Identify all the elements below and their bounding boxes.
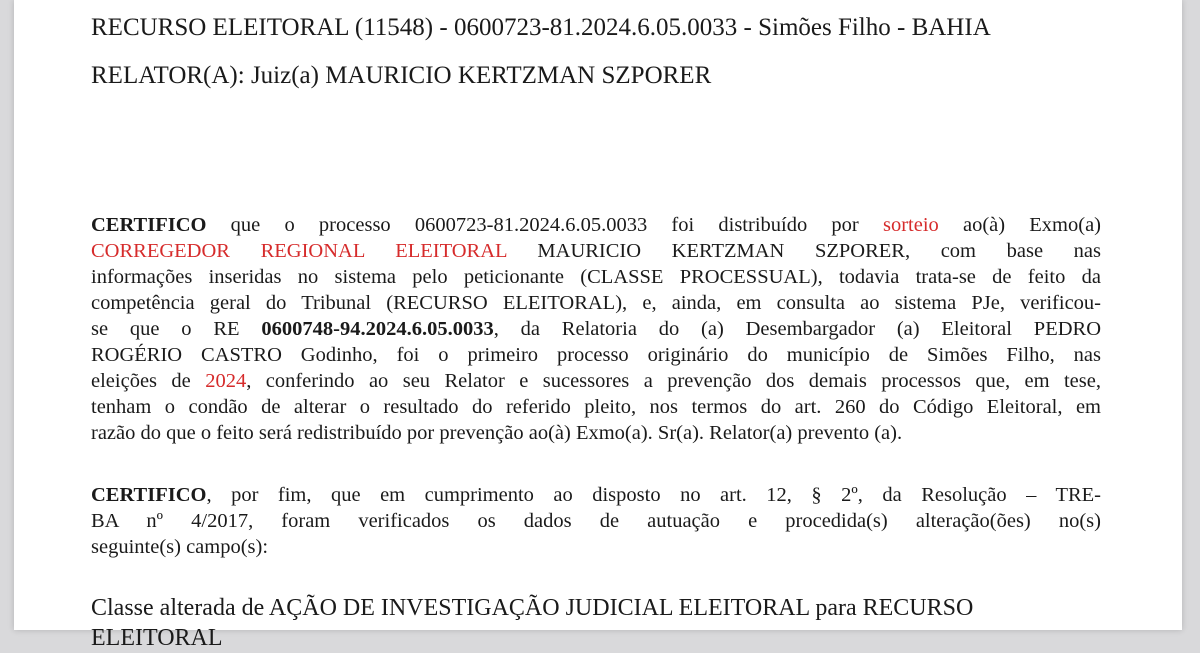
highlight-sorteio: sorteio bbox=[882, 214, 939, 236]
text-segment: que o processo 0600723-81.2024.6.05.0033 foi distribuído por bbox=[206, 214, 883, 236]
text-segment: eleições de bbox=[91, 370, 206, 392]
text-segment: MAURICIO KERTZMAN SZPORER, com base nas bbox=[506, 240, 1101, 262]
text-segment: , conferindo ao seu Relator e sucessores a prevenção dos demais processos que, em tese, bbox=[246, 370, 1101, 392]
text-segment: , da Relatoria do (a) Desembargador (a) Eleitoral PEDRO bbox=[493, 318, 1101, 340]
paragraph-line: ROGÉRIO CASTRO Godinho, foi o primeiro processo originário do município de Simões Filho, nas bbox=[91, 344, 1101, 366]
highlight-corregedor: CORREGEDOR REGIONAL ELEITORAL bbox=[91, 240, 507, 262]
paragraph-line: competência geral do Tribunal (RECURSO ELEITORAL), e, ainda, em consulta ao sistema PJe, verificou- bbox=[91, 292, 1101, 314]
paragraph-line: razão do que o feito será redistribuído por prevenção ao(à) Exmo(a). Sr(a). Relator(a) prevento (a). bbox=[91, 422, 903, 444]
rapporteur-line: RELATOR(A): Juiz(a) MAURICIO KERTZMAN SZPORER bbox=[91, 62, 712, 89]
document-page bbox=[14, 0, 1182, 651]
certification-paragraph-class-change bbox=[91, 482, 1101, 560]
paragraph-line: Classe alterada de AÇÃO DE INVESTIGAÇÃO JUDICIAL ELEITORAL para RECURSO bbox=[91, 595, 974, 621]
certification-paragraph-distribution bbox=[91, 212, 1101, 446]
highlight-year: 2024 bbox=[205, 370, 247, 392]
paragraph-line: informações inseridas no sistema pelo peticionante (CLASSE PROCESSUAL), todavia trata-se de feito da bbox=[91, 266, 1101, 288]
paragraph-line: tenham o condão de alterar o resultado do referido pleito, nos termos do art. 260 do Código Eleitoral, em bbox=[91, 396, 1101, 418]
class-altered-paragraph bbox=[91, 593, 1101, 653]
paragraph-line bbox=[91, 316, 1101, 342]
paragraph-line bbox=[91, 482, 1101, 508]
text-segment: ao(à) Exmo(a) bbox=[938, 214, 1101, 236]
paragraph-line: BA nº 4/2017, foram verificados os dados de autuação e procedida(s) alteração(ões) no(s) bbox=[91, 510, 1101, 532]
paragraph-line: seguinte(s) campo(s): bbox=[91, 536, 269, 558]
paragraph-line: ELEITORAL bbox=[91, 625, 223, 651]
text-segment: , por fim, que em cumprimento ao disposto no art. 12, § 2º, da Resolução – TRE- bbox=[206, 484, 1101, 506]
paragraph-line bbox=[91, 238, 1101, 264]
process-number-bold: 0600748-94.2024.6.05.0033 bbox=[261, 318, 494, 340]
text-segment: se que o RE bbox=[91, 318, 262, 340]
certifico-label: CERTIFICO bbox=[91, 484, 207, 506]
certifico-label: CERTIFICO bbox=[91, 214, 207, 236]
case-header: RECURSO ELEITORAL (11548) - 0600723-81.2024.6.05.0033 - Simões Filho - BAHIA bbox=[91, 14, 991, 41]
paragraph-line bbox=[91, 368, 1101, 394]
paragraph-line bbox=[91, 212, 1101, 238]
